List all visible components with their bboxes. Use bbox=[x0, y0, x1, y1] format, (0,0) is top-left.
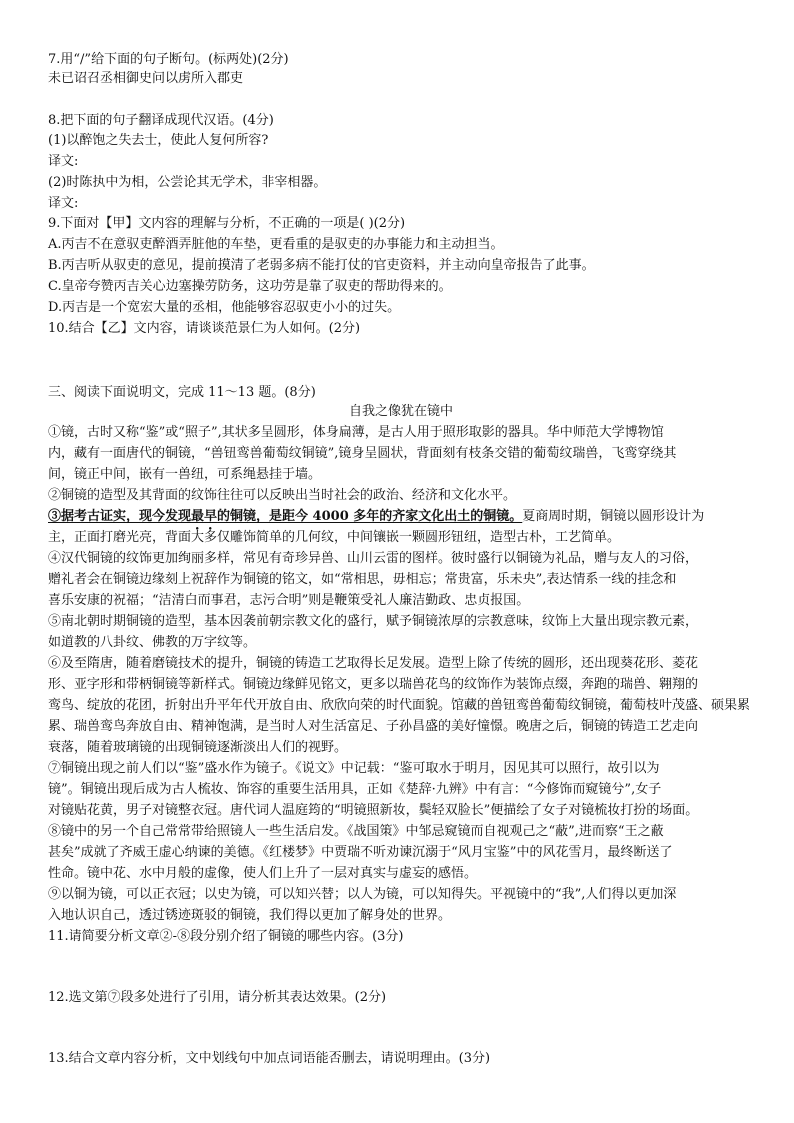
q8-prompt: 8.把下面的句子翻译成现代汉语。(4分) bbox=[48, 113, 274, 128]
article-title: 自我之像犹在镜中 bbox=[348, 404, 453, 419]
q7-prompt: 7.用“/”给下面的句子断句。(标两处)(2分) bbox=[48, 52, 289, 67]
para-6-line-1: ⑥及至隋唐，随着磨镜技术的提升，铜镜的铸造工艺取得长足发展。造型上除了传统的圆形，还出现葵花形、菱花 bbox=[48, 656, 699, 671]
para-8-line-2: 甚矣”成就了齐威王虚心纳谏的美德。《红楼梦》中贾瑞不听劝谏沉溺于“风月宝鉴”中的风花雪月，最终断送了 bbox=[48, 845, 673, 860]
emphasized-word: 最早 bbox=[191, 509, 218, 524]
para-5-line-1: ⑤南北朝时期铜镜的造型，基本因袭前朝宗教文化的盛行，赋予铜镜浓厚的宗教意味，纹饰上大量出现宗教元素， bbox=[48, 614, 699, 629]
para-1-line-1: ①镜，古时又称“鉴”或“照子”,其状多呈圆形，体身扁薄，是古人用于照形取影的器具。华中师范大学博物馆 bbox=[48, 425, 664, 440]
para-8-line-1: ⑧镜中的另一个自己常常带给照镜人一些生活启发。《战国策》中邹忌窥镜而自视观己之“蔽”,进而察“王之蔽 bbox=[48, 824, 664, 839]
q9-option-b: B.丙吉听从驭吏的意见，提前摸清了老弱多病不能打仗的官吏资料，并主动向皇帝报告了此事。 bbox=[48, 258, 595, 273]
para-1-line-3: 间，镜正中间，嵌有一兽纽，可系绳悬挂于墙。 bbox=[48, 467, 322, 482]
section3-heading: 三、阅读下面说明文，完成 11～13 题。(8分) bbox=[48, 385, 316, 400]
q8-sentence-2: (2)时陈执中为相，公尝论其无学术，非宰相器。 bbox=[48, 175, 327, 190]
para-3-rest: 夏商周时期，铜镜以圆形设计为 bbox=[522, 509, 705, 524]
q9-option-a: A.丙吉不在意驭吏醉酒弄脏他的车垫，更看重的是驭吏的办事能力和主动担当。 bbox=[48, 237, 504, 252]
q9-option-c: C.皇帝夸赞丙吉关心边塞操劳防务，这功劳是靠了驭吏的帮助得来的。 bbox=[48, 279, 452, 294]
para-6-line-5: 衰落，随着玻璃镜的出现铜镜逐渐淡出人们的视野。 bbox=[48, 740, 348, 755]
underlined-sentence-b: 的铜镜，是距今 4000 多年的齐家文化出土的铜镜。 bbox=[217, 509, 523, 524]
q8-translation-2: 译文: bbox=[48, 196, 79, 211]
q7-sentence: 未已诏召丞相御史问以虏所入郡吏 bbox=[48, 71, 244, 86]
q11-prompt: 11.请简要分析文章②-⑧段分别介绍了铜镜的哪些内容。(3分) bbox=[48, 929, 404, 944]
q12-prompt: 12.选文第⑦段多处进行了引用，请分析其表达效果。(2分) bbox=[48, 990, 387, 1005]
para-5-line-2: 如道教的八卦纹、佛教的万字纹等。 bbox=[48, 635, 257, 650]
para-4-line-1: ④汉代铜镜的纹饰更加绚丽多样，常见有奇珍异兽、山川云雷的图样。彼时盛行以铜镜为礼品，赠与友人的习俗， bbox=[48, 551, 699, 566]
para-8-line-3: 性命。镜中花、水中月般的虚像，使人们上升了一层对真实与虚妄的感悟。 bbox=[48, 866, 478, 881]
para-9-line-1: ⑨以铜为镜，可以正衣冠；以史为镜，可以知兴替；以人为镜，可以知得失。平视镜中的“我”,人们得以更加深 bbox=[48, 887, 677, 902]
q9-option-d: D.丙吉是一个宽宏大量的丞相，他能够容忍驭吏小小的过失。 bbox=[48, 300, 401, 315]
para-4-line-2: 赠礼者会在铜镜边缘刻上祝辞作为铜镜的铭文，如“常相思，毋相忘；常贵富，乐未央”,表达情系一线的挂念和 bbox=[48, 572, 677, 587]
q10-prompt: 10.结合【乙】文内容，请谈谈范景仁为人如何。(2分) bbox=[48, 321, 361, 336]
underlined-sentence-a: ③据考古证实，现今发现 bbox=[48, 509, 192, 524]
para-4-line-3: 喜乐安康的祝福；“洁清白而事君，志污合明”则是鞭策受礼人廉洁勤政、忠贞报国。 bbox=[48, 593, 530, 608]
para-7-line-2: 镜”。铜镜出现后成为古人梳妆、饰容的重要生活用具，正如《楚辞·九辨》中有言：“今修饰而窥镜兮”,女子 bbox=[48, 782, 662, 797]
para-7-line-3: 对镜贴花黄，男子对镜整衣冠。唐代词人温庭筠的“明镜照新妆，鬓轻双脸长”便描绘了女子对镜梳妆打扮的场面。 bbox=[48, 803, 699, 818]
para-1-line-2: 内，藏有一面唐代的铜镜，“兽钮鸾兽葡萄纹铜镜”,镜身呈圆状，背面刻有枝条交错的葡萄纹瑞兽，飞鸾穿绕其 bbox=[48, 446, 677, 461]
q9-prompt: 9.下面对【甲】文内容的理解与分析，不正确的一项是( )(2分) bbox=[48, 216, 406, 231]
para-7-line-1: ⑦铜镜出现之前人们以“鉴”盛水作为镜子。《说文》中记载：“鉴可取水于明月，因见其可以照行，故引以为 bbox=[48, 761, 660, 776]
para-3-line-2: 主，正面打磨光亮，背面大多仅雕饰简单的几何纹，中间镶嵌一颗圆形钮纽，造型古朴，工艺简单。 bbox=[48, 530, 621, 545]
para-9-line-2: 入地认识自己，透过锈迹斑驳的铜镜，我们得以更加了解身处的世界。 bbox=[48, 908, 452, 923]
q13-prompt: 13.结合文章内容分析，文中划线句中加点词语能否删去，请说明理由。(3分) bbox=[48, 1051, 491, 1066]
para-6-line-3: 鸾鸟、绽放的花团，折射出升平年代开放自由、欣欣向荣的时代面貌。馆藏的兽钮鸾兽葡萄纹铜镜，葡萄枝叶茂盛、硕果累 bbox=[48, 698, 751, 713]
q8-sentence-1: (1)以醉饱之失去士，使此人复何所容? bbox=[48, 133, 269, 148]
para-6-line-2: 形、亚字形和带柄铜镜等新样式。铜镜边缘鲜见铭文，更多以瑞兽花鸟的纹饰作为装饰点缀，奔跑的瑞兽、翱翔的 bbox=[48, 677, 699, 692]
q8-translation-1: 译文: bbox=[48, 154, 79, 169]
para-2: ②铜镜的造型及其背面的纹饰往往可以反映出当时社会的政治、经济和文化水平。 bbox=[48, 488, 517, 503]
para-6-line-4: 累、瑞兽鸾鸟奔放自由、精神饱满，是当时人对生活富足、子孙昌盛的美好憧憬。晚唐之后，铜镜的铸造工艺走向 bbox=[48, 719, 699, 734]
